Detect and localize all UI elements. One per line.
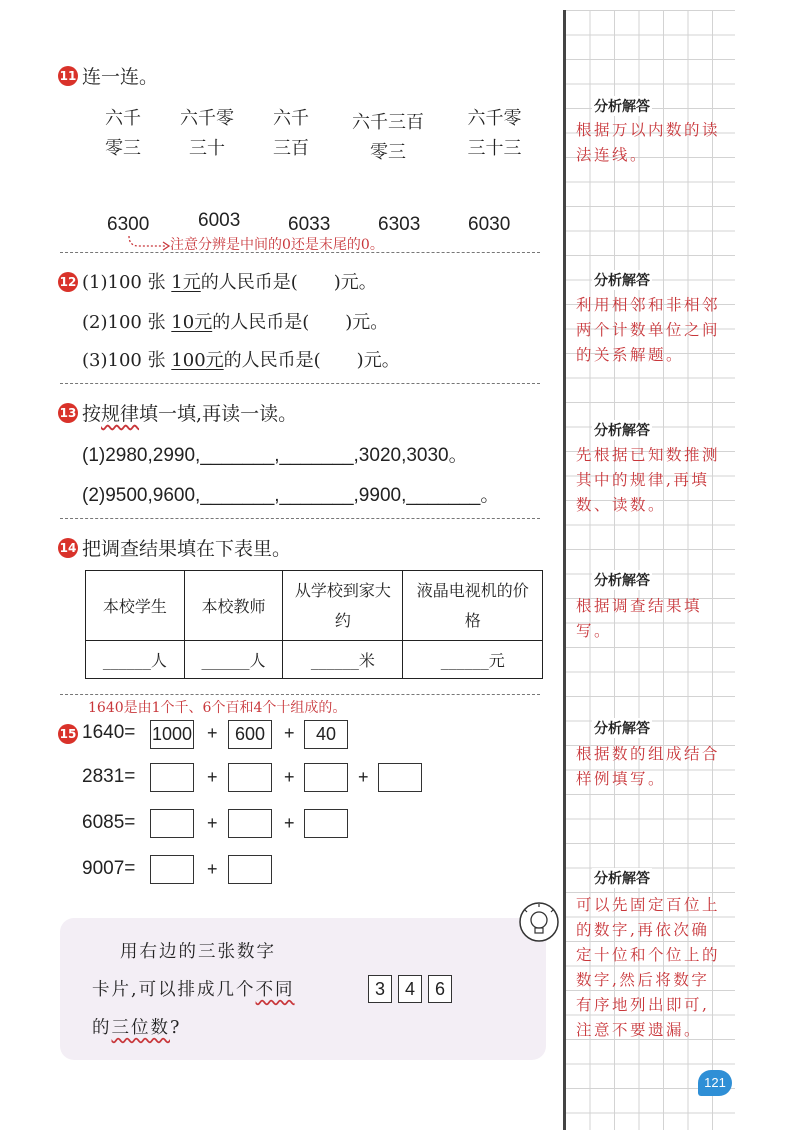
answer-box[interactable] bbox=[304, 809, 348, 838]
hint-title: 分析解答 bbox=[592, 718, 652, 738]
example-answer-box: 600 bbox=[228, 720, 272, 749]
hint-text: 先根据已知数推测其中的规律,再填数、读数。 bbox=[576, 446, 721, 514]
question-11-title: 连一连。 bbox=[82, 66, 159, 88]
q13-line-2: (2)9500,9600,_______,_______,9900,_______。 bbox=[82, 485, 500, 506]
hint-title: 分析解答 bbox=[592, 96, 652, 116]
challenge-line-1: 用右边的三张数字 bbox=[120, 942, 276, 962]
digit-cards bbox=[368, 975, 458, 1003]
q12-line-3: (3)100 张 100元的人民币是( )元。 bbox=[82, 350, 400, 371]
number-item-2: 6003 bbox=[198, 210, 241, 231]
answer-box[interactable] bbox=[228, 763, 272, 792]
digit-card: 6 bbox=[428, 975, 452, 1003]
table-cell: ______元 bbox=[403, 641, 543, 679]
plus-sign: + bbox=[284, 813, 295, 833]
plus-sign: + bbox=[207, 723, 218, 743]
q13-line-1: (1)2980,2990,_______,_______,3020,3030。 bbox=[82, 445, 468, 466]
q15-note: 1640是由1个千、6个百和4个十组成的。 bbox=[88, 700, 347, 716]
hint-text: 利用相邻和非相邻两个计数单位之间的关系解题。 bbox=[576, 296, 721, 364]
plus-sign: + bbox=[284, 723, 295, 743]
hint-title: 分析解答 bbox=[592, 270, 652, 290]
plus-sign: + bbox=[284, 767, 295, 787]
example-answer-box: 40 bbox=[304, 720, 348, 749]
equation-label: 9007= bbox=[82, 858, 136, 879]
equation-label: 2831= bbox=[82, 766, 136, 787]
plus-sign: + bbox=[207, 767, 218, 787]
table-header: 本校学生 bbox=[86, 571, 185, 641]
number-item-4: 6303 bbox=[378, 214, 421, 235]
q12-line-1: (1)100 张 1元的人民币是( )元。 bbox=[82, 272, 377, 293]
number-item-3: 6033 bbox=[288, 214, 331, 235]
table-cell: ______人 bbox=[86, 641, 185, 679]
digit-card: 3 bbox=[368, 975, 392, 1003]
number-item-1: 6300 bbox=[107, 214, 150, 235]
table-header: 从学校到家大约 bbox=[283, 571, 403, 641]
survey-table bbox=[85, 570, 543, 679]
note-arrow-icon bbox=[125, 234, 175, 254]
divider bbox=[60, 383, 540, 384]
example-answer-box: 1000 bbox=[150, 720, 194, 749]
hint-title: 分析解答 bbox=[592, 868, 652, 888]
hint-text: 根据调查结果填写。 bbox=[576, 597, 703, 640]
digit-card: 4 bbox=[398, 975, 422, 1003]
panel-border bbox=[563, 10, 566, 1130]
table-cell: ______米 bbox=[283, 641, 403, 679]
lightbulb-icon bbox=[517, 900, 561, 944]
hint-title: 分析解答 bbox=[592, 420, 652, 440]
equation-label: 1640= bbox=[82, 722, 136, 743]
divider bbox=[60, 252, 540, 253]
answer-box[interactable] bbox=[228, 855, 272, 884]
q12-line-2: (2)100 张 10元的人民币是( )元。 bbox=[82, 312, 389, 333]
divider bbox=[60, 694, 540, 695]
table-cell: ______人 bbox=[184, 641, 283, 679]
answer-box[interactable] bbox=[378, 763, 422, 792]
hint-title: 分析解答 bbox=[592, 570, 652, 590]
question-14-title: 把调查结果填在下表里。 bbox=[82, 538, 292, 560]
question-number-15: 15 bbox=[58, 724, 78, 744]
plus-sign: + bbox=[207, 813, 218, 833]
answer-box[interactable] bbox=[304, 763, 348, 792]
challenge-line-2: 卡片,可以排成几个不同 bbox=[92, 980, 295, 1000]
word-item-5: 六千零 三十三 bbox=[467, 108, 522, 159]
q11-note: 注意分辨是中间的0还是末尾的0。 bbox=[170, 237, 384, 253]
hint-text: 根据数的组成结合样例填写。 bbox=[576, 745, 721, 788]
divider bbox=[60, 518, 540, 519]
plus-sign: + bbox=[207, 859, 218, 879]
word-item-3: 六千 三百 bbox=[273, 108, 309, 159]
question-number-11: 11 bbox=[58, 66, 78, 86]
question-13-title: 按规律填一填,再读一读。 bbox=[82, 403, 298, 425]
equation-label: 6085= bbox=[82, 812, 136, 833]
table-header: 本校教师 bbox=[184, 571, 283, 641]
answer-box[interactable] bbox=[150, 809, 194, 838]
table-header: 液晶电视机的价格 bbox=[403, 571, 543, 641]
word-item-4: 六千三百 零三 bbox=[352, 112, 424, 163]
number-item-5: 6030 bbox=[468, 214, 511, 235]
page-number: 121 bbox=[698, 1070, 732, 1096]
answer-box[interactable] bbox=[228, 809, 272, 838]
hint-text: 根据万以内数的读法连线。 bbox=[576, 121, 721, 164]
hint-text: 可以先固定百位上的数字,再依次确定十位和个位上的数字,然后将数字有序地列出即可,注意不要遗漏。 bbox=[576, 896, 721, 1039]
question-number-14: 14 bbox=[58, 538, 78, 558]
question-number-12: 12 bbox=[58, 272, 78, 292]
plus-sign: + bbox=[358, 767, 369, 787]
answer-box[interactable] bbox=[150, 855, 194, 884]
challenge-line-3: 的三位数? bbox=[92, 1018, 182, 1038]
question-number-13: 13 bbox=[58, 403, 78, 423]
answer-box[interactable] bbox=[150, 763, 194, 792]
word-item-2: 六千零 三十 bbox=[180, 108, 234, 159]
word-item-1: 六千 零三 bbox=[105, 108, 141, 159]
